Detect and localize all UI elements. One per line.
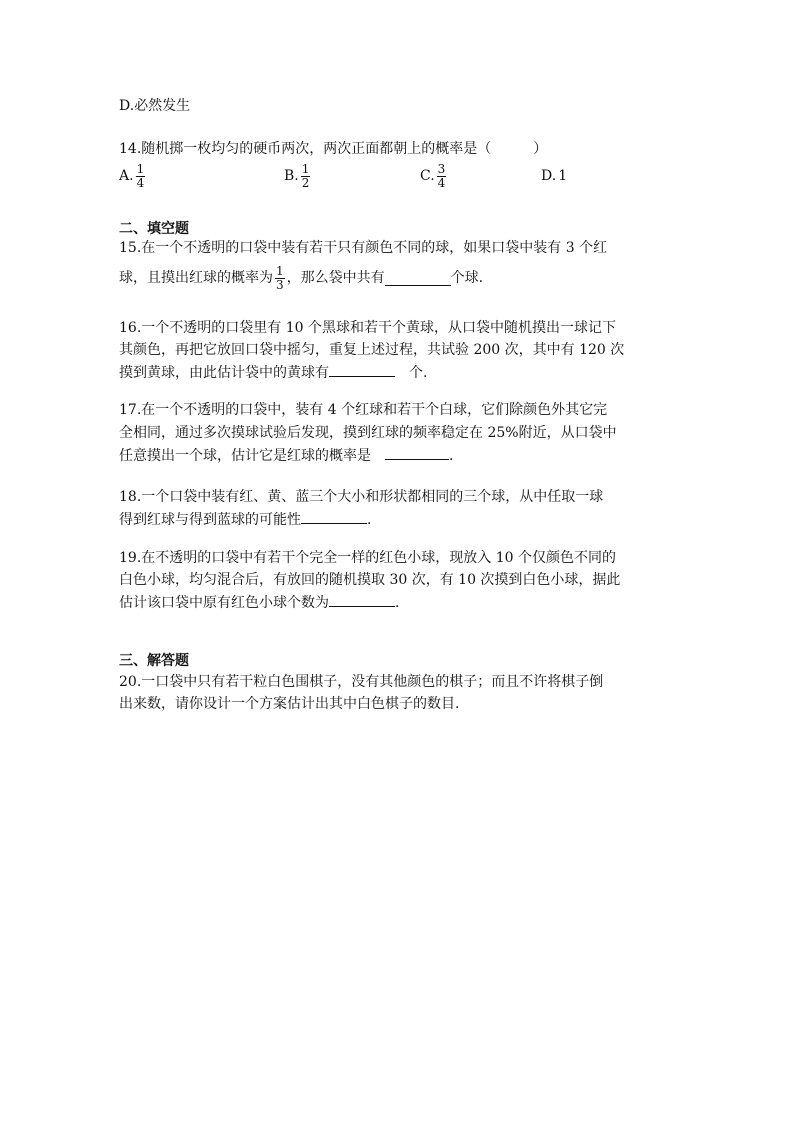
fraction-numerator: 1: [276, 263, 284, 278]
q18-line-1: 18.一个口袋中装有红、黄、蓝三个大小和形状都相同的三个球，从中任取一球: [119, 489, 604, 505]
q16-line-1: 16.一个不透明的口袋里有 10 个黑球和若干个黄球，从口袋中随机摸出一球记下: [119, 320, 616, 336]
q16-line-3-pre: 摸到黄球，由此估计袋中的黄球有: [119, 365, 329, 381]
q17-line-2: 全相同，通过多次摸球试验后发现，摸到红球的频率稳定在 25%附近，从口袋中: [119, 425, 617, 441]
fraction-denominator: 4: [136, 175, 145, 190]
q19-line-1: 19.在不透明的口袋中有若干个完全一样的红色小球，现放入 10 个仅颜色不同的: [119, 550, 616, 566]
q17-answer-blank[interactable]: [385, 445, 449, 460]
q18-line-2: [119, 509, 371, 530]
q20-line-1: 20.一口袋中只有若干粒白色围棋子，没有其他颜色的棋子；而且不许将棋子倒: [119, 674, 604, 690]
fraction-denominator: 4: [437, 175, 446, 190]
q14-option-b-fraction: [301, 163, 311, 190]
q16-line-3-end: 个.: [395, 365, 428, 381]
q15-answer-blank[interactable]: [385, 271, 451, 286]
q18-line-2-pre: 得到红球与得到蓝球的可能性: [119, 512, 301, 528]
q19-line-3: [119, 592, 399, 613]
q13-option-d: D.必然发生: [119, 98, 191, 114]
q15-line-1: 15.在一个不透明的口袋中装有若干只有颜色不同的球，如果口袋中装有 3 个红: [119, 240, 608, 256]
fraction-denominator: 3: [276, 277, 284, 292]
q18-line-2-end: .: [367, 512, 372, 528]
q14-option-b-label: B.: [284, 168, 299, 184]
q15-fraction: [275, 265, 285, 292]
q14-option-a-label: A.: [119, 168, 134, 184]
q16-answer-blank[interactable]: [329, 362, 395, 377]
q17-line-3-pre: 任意摸出一个球，估计它是红球的概率是: [119, 448, 385, 464]
fraction-numerator: 1: [136, 161, 145, 176]
q17-line-1: 17.在一个不透明的口袋中，装有 4 个红球和若干个白球，它们除颜色外其它完: [119, 402, 608, 418]
q14-option-d-label: D.: [541, 168, 557, 184]
q14-stem: 14.随机掷一枚均匀的硬币两次，两次正面都朝上的概率是（ ）: [119, 141, 548, 157]
fraction-numerator: 3: [437, 161, 446, 176]
fraction-denominator: 2: [301, 175, 310, 190]
q19-line-3-pre: 估计该口袋中原有红色小球个数为: [119, 595, 329, 611]
q15-line-2: [119, 260, 483, 296]
q20-line-2: 出来数，请你设计一个方案估计出其中白色棋子的数目.: [119, 696, 460, 712]
q14-option-b: [284, 158, 312, 194]
q14-option-d: [541, 158, 567, 194]
q17-line-3: [119, 445, 453, 466]
section-title-answer: 三、解答题: [119, 653, 189, 669]
q14-option-a: [119, 158, 147, 194]
q14-options: [119, 158, 679, 194]
q16-line-2: 其颜色，再把它放回口袋中摇匀，重复上述过程，共试验 200 次，其中有 120 次: [119, 342, 625, 358]
fraction-numerator: 1: [301, 161, 310, 176]
q19-line-2: 白色小球，均匀混合后，有放回的随机摸取 30 次，有 10 次摸到白色小球，据此: [119, 572, 621, 588]
q14-option-a-fraction: [136, 163, 146, 190]
q14-option-c-label: C.: [420, 168, 435, 184]
q16-line-3: [119, 362, 427, 383]
q15-line-2-end: 个球.: [450, 270, 484, 286]
q14-option-c: [420, 158, 448, 194]
section-title-fill-in: 二、填空题: [119, 221, 189, 237]
q19-answer-blank[interactable]: [329, 592, 395, 607]
q14-option-d-value: 1: [558, 168, 568, 184]
q18-answer-blank[interactable]: [301, 509, 367, 524]
q15-line-2-pre: 球，且摸出红球的概率为: [119, 270, 273, 286]
q19-line-3-end: .: [395, 595, 400, 611]
q17-line-3-end: .: [449, 448, 454, 464]
q15-line-2-post: ，那么袋中共有: [286, 270, 385, 286]
q14-option-c-fraction: [437, 163, 447, 190]
